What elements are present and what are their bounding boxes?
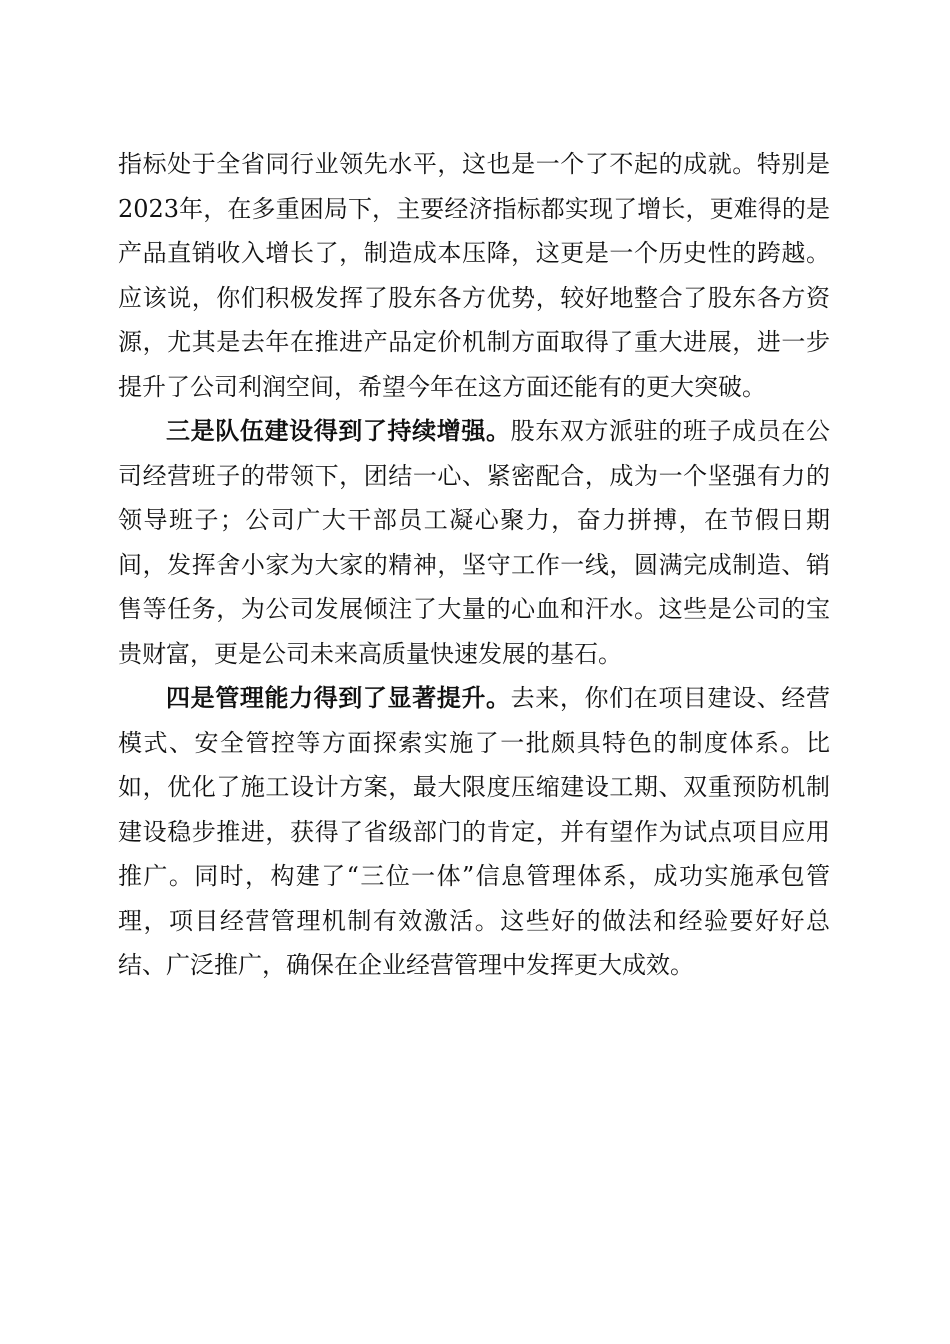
paragraph-lead-heading: 三是队伍建设得到了持续增强。 xyxy=(166,416,511,445)
paragraph-text: 股东双方派驻的班子成员在公司经营班子的带领下，团结一心、紧密配合，成为一个坚强有力的领导班子；公司广大干部员工凝心聚力，奋力拼搏，在节假日期间，发挥舍小家为大家的精神，坚守工作一线，圆满完成制造、销售等任务，为公司发展倾注了大量的心血和汗水。这些是公司的宝贵财富，更是公司未来高质量快速发展的基石。 xyxy=(118,417,831,668)
paragraph-continuation xyxy=(118,142,830,409)
paragraph-team-building xyxy=(118,409,830,676)
paragraph-management xyxy=(118,676,830,988)
paragraph-text: 去来，你们在项目建设、经营模式、安全管控等方面探索实施了一批颇具特色的制度体系。比如，优化了施工设计方案，最大限度压缩建设工期、双重预防机制建设稳步推进，获得了省级部门的肯定，并有望作为试点项目应用推广。同时，构建了“三位一体”信息管理体系，成功实施承包管理，项目经营管理机制有效激活。这些好的做法和经验要好好总结、广泛推广，确保在企业经营管理中发挥更大成效。 xyxy=(118,684,831,979)
paragraph-lead-heading: 四是管理能力得到了显著提升。 xyxy=(166,683,511,712)
document-body xyxy=(118,142,830,988)
paragraph-text: 指标处于全省同行业领先水平，这也是一个了不起的成就。特别是2023年，在多重困局下，主要经济指标都实现了增长，更难得的是产品直销收入增长了，制造成本压降，这更是一个历史性的跨越。应该说，你们积极发挥了股东各方优势，较好地整合了股东各方资源，尤其是去年在推进产品定价机制方面取得了重大进展，进一步提升了公司利润空间，希望今年在这方面还能有的更大突破。 xyxy=(118,150,830,401)
